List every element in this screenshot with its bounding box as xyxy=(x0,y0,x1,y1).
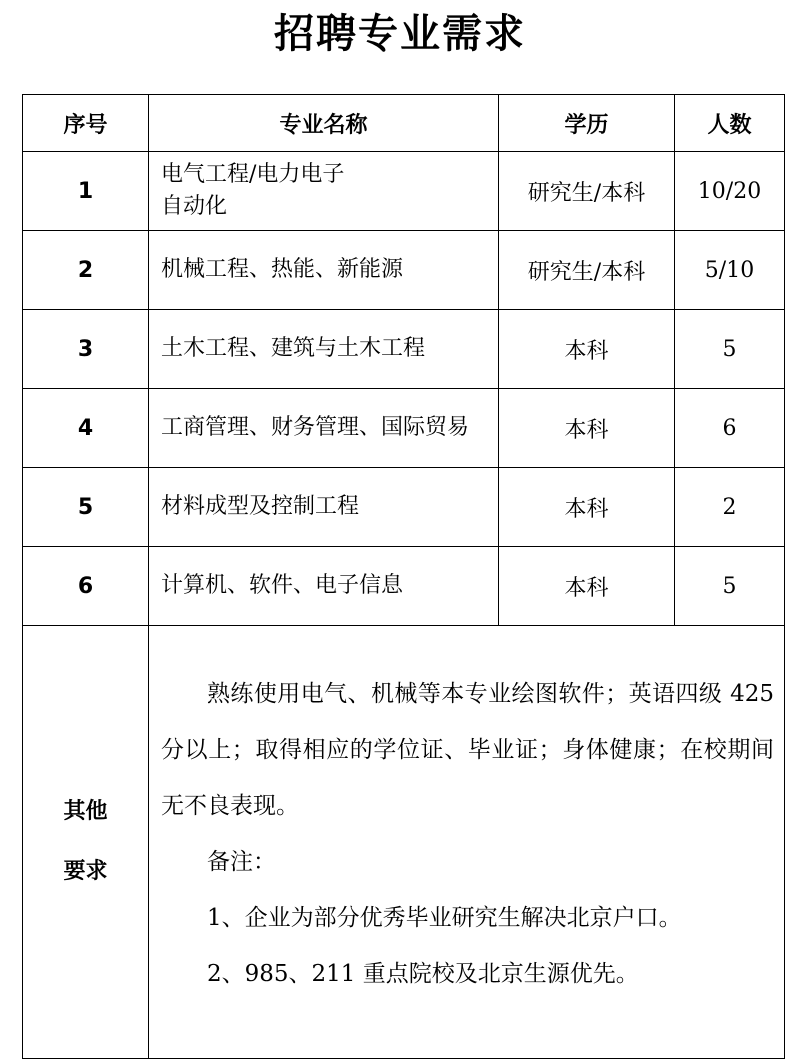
row-count: 5/10 xyxy=(675,231,785,310)
requirements-paragraph: 熟练使用电气、机械等本专业绘图软件；英语四级 425 分以上；取得相应的学位证、毕业证；身体健康；在校期间无不良表现。 xyxy=(161,681,774,819)
header-major: 专业名称 xyxy=(149,95,499,152)
row-count: 5 xyxy=(675,310,785,389)
note-item: 2、985、211 重点院校及北京生源优先。 xyxy=(207,961,639,987)
row-count: 6 xyxy=(675,389,785,468)
note-title: 备注： xyxy=(207,849,276,875)
row-major: 工商管理、财务管理、国际贸易 xyxy=(149,389,499,468)
recruitment-table xyxy=(22,94,785,1059)
table-row xyxy=(23,547,785,626)
header-degree: 学历 xyxy=(499,95,675,152)
page-title: 招聘专业需求 xyxy=(274,11,526,57)
requirements-row xyxy=(23,626,785,1059)
row-index: 2 xyxy=(23,231,149,310)
row-major: 计算机、软件、电子信息 xyxy=(149,547,499,626)
table-header-row xyxy=(23,95,785,152)
table-row xyxy=(23,389,785,468)
row-index: 6 xyxy=(23,547,149,626)
row-index: 4 xyxy=(23,389,149,468)
row-index: 5 xyxy=(23,468,149,547)
row-degree: 本科 xyxy=(499,389,675,468)
requirements-body xyxy=(149,626,785,1059)
row-major: 土木工程、建筑与土木工程 xyxy=(149,310,499,389)
row-major: 材料成型及控制工程 xyxy=(149,468,499,547)
header-count: 人数 xyxy=(675,95,785,152)
note-item: 1、企业为部分优秀毕业研究生解决北京户口。 xyxy=(207,905,682,931)
requirements-label-line1: 其他 xyxy=(63,799,108,824)
row-degree: 研究生/本科 xyxy=(499,231,675,310)
row-degree: 本科 xyxy=(499,547,675,626)
row-index: 3 xyxy=(23,310,149,389)
row-count: 10/20 xyxy=(675,152,785,231)
row-major-line1: 电气工程/电力电子 xyxy=(161,162,345,187)
requirements-label-line2: 要求 xyxy=(63,859,108,884)
row-index: 1 xyxy=(23,152,149,231)
row-degree: 本科 xyxy=(499,468,675,547)
row-degree: 本科 xyxy=(499,310,675,389)
requirements-label xyxy=(23,626,149,1059)
row-degree: 研究生/本科 xyxy=(499,152,675,231)
row-major: 机械工程、热能、新能源 xyxy=(149,231,499,310)
row-count: 2 xyxy=(675,468,785,547)
table-row xyxy=(23,152,785,231)
table-row xyxy=(23,231,785,310)
table-row xyxy=(23,468,785,547)
row-major-line2: 自动化 xyxy=(161,194,228,219)
header-index: 序号 xyxy=(23,95,149,152)
table-row xyxy=(23,310,785,389)
row-major xyxy=(149,152,499,231)
row-count: 5 xyxy=(675,547,785,626)
